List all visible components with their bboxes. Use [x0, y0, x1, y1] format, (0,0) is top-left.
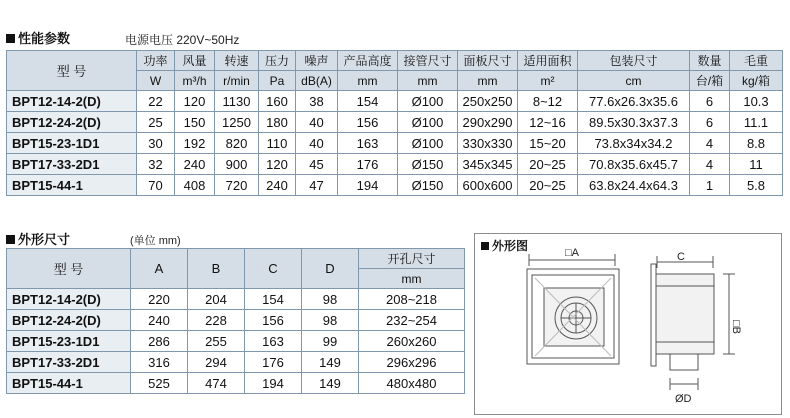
table-cell: 525 — [131, 373, 188, 394]
table-cell: 240 — [259, 175, 296, 196]
table-cell: 255 — [188, 331, 245, 352]
header-cell: 数量 — [690, 51, 730, 71]
header-cell: 开孔尺寸 — [359, 249, 465, 269]
model-cell: BPT15-44-1 — [7, 175, 137, 196]
table-cell: 70 — [137, 175, 175, 196]
front-view — [527, 254, 619, 364]
table-cell: 208~218 — [359, 289, 465, 310]
performance-table — [6, 50, 783, 196]
table-cell: 286 — [131, 331, 188, 352]
table-cell: 12~16 — [518, 112, 578, 133]
table-cell: 204 — [188, 289, 245, 310]
header-cell: 噪声 — [296, 51, 338, 71]
table-cell: 192 — [175, 133, 215, 154]
table-cell: 156 — [245, 310, 302, 331]
dimensions-section-title: 外形尺寸 — [6, 229, 70, 248]
table-cell: 232~254 — [359, 310, 465, 331]
table-row — [7, 112, 783, 133]
model-cell: BPT12-24-2(D) — [7, 310, 131, 331]
model-cell: BPT12-14-2(D) — [7, 289, 131, 310]
table-cell: 120 — [259, 154, 296, 175]
table-cell: 11 — [730, 154, 783, 175]
unit-cell: dB(A) — [296, 71, 338, 91]
table-cell: 98 — [302, 289, 359, 310]
table-cell: 47 — [296, 175, 338, 196]
unit-cell: 台/箱 — [690, 71, 730, 91]
header-cell: 功率 — [137, 51, 175, 71]
table-cell: 900 — [215, 154, 259, 175]
table-cell: 25 — [137, 112, 175, 133]
unit-cell: m² — [518, 71, 578, 91]
table-row — [7, 91, 783, 112]
table-cell: 5.8 — [730, 175, 783, 196]
table-cell: 720 — [215, 175, 259, 196]
table-cell: 150 — [175, 112, 215, 133]
table-cell: 290x290 — [458, 112, 518, 133]
unit-cell: mm — [398, 71, 458, 91]
table-cell: 820 — [215, 133, 259, 154]
table-cell: 20~25 — [518, 175, 578, 196]
table-cell: 176 — [338, 154, 398, 175]
dimensions-table — [6, 248, 465, 394]
table-cell: 474 — [188, 373, 245, 394]
table-cell: 30 — [137, 133, 175, 154]
table-cell: 11.1 — [730, 112, 783, 133]
table-cell: 89.5x30.3x37.3 — [578, 112, 690, 133]
table-row — [7, 352, 465, 373]
table-cell: 40 — [296, 112, 338, 133]
table-cell: 149 — [302, 352, 359, 373]
table-cell: 154 — [245, 289, 302, 310]
dimension-d-label: ØD — [675, 393, 692, 405]
unit-cell: mm — [458, 71, 518, 91]
header-cell: 压力 — [259, 51, 296, 71]
table-cell: 180 — [259, 112, 296, 133]
unit-cell: kg/箱 — [730, 71, 783, 91]
model-cell: BPT12-14-2(D) — [7, 91, 137, 112]
table-cell: 8.8 — [730, 133, 783, 154]
table-cell: 345x345 — [458, 154, 518, 175]
table-cell: 15~20 — [518, 133, 578, 154]
dimensions-header-model: 型 号 — [7, 249, 131, 289]
table-cell: 260x260 — [359, 331, 465, 352]
table-cell: 70.8x35.6x45.7 — [578, 154, 690, 175]
table-cell: 240 — [131, 310, 188, 331]
table-cell: 63.8x24.4x64.3 — [578, 175, 690, 196]
table-row — [7, 373, 465, 394]
table-cell: 22 — [137, 91, 175, 112]
header-cell: 接管尺寸 — [398, 51, 458, 71]
model-cell: BPT15-23-1D1 — [7, 133, 137, 154]
performance-header-model: 型 号 — [7, 51, 137, 91]
table-cell: 296x296 — [359, 352, 465, 373]
table-cell: 163 — [338, 133, 398, 154]
header-cell: 风量 — [175, 51, 215, 71]
table-cell: 32 — [137, 154, 175, 175]
header-cell: 面板尺寸 — [458, 51, 518, 71]
table-row — [7, 154, 783, 175]
table-cell: 156 — [338, 112, 398, 133]
unit-cell: mm — [359, 269, 465, 289]
voltage-note: 电源电压 220V~50Hz — [125, 33, 240, 47]
table-cell: 160 — [259, 91, 296, 112]
header-cell: 产品高度 — [338, 51, 398, 71]
table-cell: 194 — [338, 175, 398, 196]
table-cell: 294 — [188, 352, 245, 373]
table-cell: 120 — [175, 91, 215, 112]
table-cell: 316 — [131, 352, 188, 373]
header-cell: 包装尺寸 — [578, 51, 690, 71]
table-row — [7, 133, 783, 154]
table-cell: Ø100 — [398, 91, 458, 112]
dimensions-unit-note: (单位 mm) — [130, 235, 181, 247]
dimension-c-label: C — [677, 251, 685, 263]
outline-drawing-panel — [474, 233, 782, 415]
table-cell: 228 — [188, 310, 245, 331]
side-panel — [651, 264, 656, 366]
unit-cell: m³/h — [175, 71, 215, 91]
table-row — [7, 310, 465, 331]
table-cell: 40 — [296, 133, 338, 154]
table-cell: 73.8x34x34.2 — [578, 133, 690, 154]
table-cell: 8~12 — [518, 91, 578, 112]
table-cell: 99 — [302, 331, 359, 352]
table-cell: 240 — [175, 154, 215, 175]
unit-cell: W — [137, 71, 175, 91]
table-cell: 1 — [690, 175, 730, 196]
table-cell: Ø100 — [398, 133, 458, 154]
table-cell: 4 — [690, 133, 730, 154]
model-cell: BPT15-44-1 — [7, 373, 131, 394]
model-cell: BPT17-33-2D1 — [7, 154, 137, 175]
table-cell: 1250 — [215, 112, 259, 133]
table-row — [7, 289, 465, 310]
table-cell: 6 — [690, 112, 730, 133]
table-cell: 163 — [245, 331, 302, 352]
table-cell: Ø150 — [398, 154, 458, 175]
table-cell: 149 — [302, 373, 359, 394]
outline-drawing-title: 外形图 — [481, 237, 528, 254]
dimension-a-label: □A — [565, 247, 579, 259]
performance-section-title: 性能参数 — [6, 28, 70, 47]
header-cell: C — [245, 249, 302, 289]
dimension-b-label: □B — [730, 320, 742, 334]
header-cell: D — [302, 249, 359, 289]
table-cell: 154 — [338, 91, 398, 112]
square-bullet-icon — [6, 34, 15, 43]
header-cell: B — [188, 249, 245, 289]
table-cell: 45 — [296, 154, 338, 175]
model-cell: BPT12-24-2(D) — [7, 112, 137, 133]
model-cell: BPT17-33-2D1 — [7, 352, 131, 373]
table-cell: 20~25 — [518, 154, 578, 175]
table-cell: 110 — [259, 133, 296, 154]
table-row — [7, 331, 465, 352]
table-cell: 1130 — [215, 91, 259, 112]
table-cell: Ø100 — [398, 112, 458, 133]
table-cell: 38 — [296, 91, 338, 112]
header-cell: 毛重 — [730, 51, 783, 71]
model-cell: BPT15-23-1D1 — [7, 331, 131, 352]
unit-cell: Pa — [259, 71, 296, 91]
unit-cell: cm — [578, 71, 690, 91]
header-cell: 适用面积 — [518, 51, 578, 71]
unit-cell: mm — [338, 71, 398, 91]
outline-drawing — [475, 234, 781, 414]
table-cell: 6 — [690, 91, 730, 112]
table-cell: Ø150 — [398, 175, 458, 196]
table-cell: 250x250 — [458, 91, 518, 112]
side-view — [651, 256, 735, 390]
table-cell: 98 — [302, 310, 359, 331]
dimensions-header-row-1 — [7, 249, 465, 269]
unit-cell: r/min — [215, 71, 259, 91]
table-cell: 194 — [245, 373, 302, 394]
table-cell: 480x480 — [359, 373, 465, 394]
spigot-outline — [670, 354, 698, 370]
table-cell: 408 — [175, 175, 215, 196]
performance-header-row-1 — [7, 51, 783, 71]
header-cell: 转速 — [215, 51, 259, 71]
table-cell: 220 — [131, 289, 188, 310]
square-bullet-icon — [6, 235, 15, 244]
header-cell: A — [131, 249, 188, 289]
table-cell: 4 — [690, 154, 730, 175]
table-row — [7, 175, 783, 196]
table-cell: 176 — [245, 352, 302, 373]
table-cell: 77.6x26.3x35.6 — [578, 91, 690, 112]
table-cell: 600x600 — [458, 175, 518, 196]
table-cell: 10.3 — [730, 91, 783, 112]
table-cell: 330x330 — [458, 133, 518, 154]
